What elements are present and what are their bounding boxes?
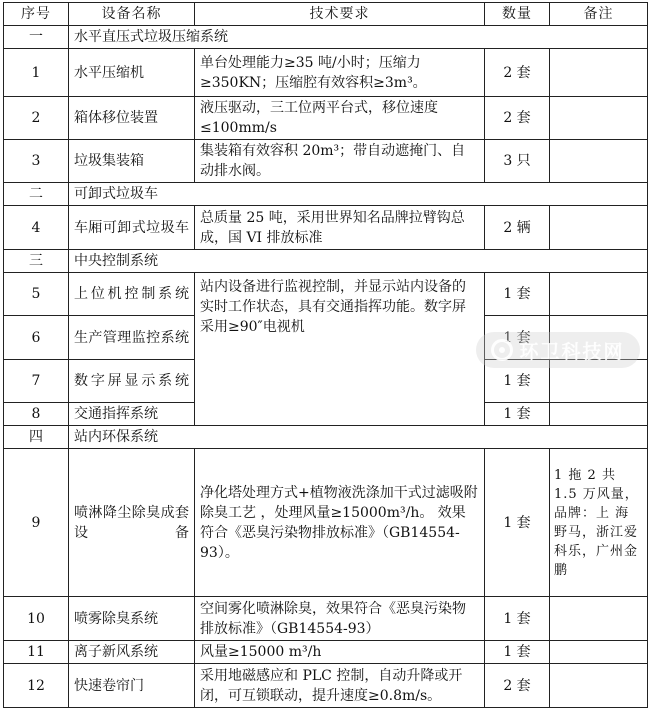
remark	[550, 140, 648, 183]
quantity: 1 套	[485, 449, 550, 597]
remark	[550, 664, 648, 708]
row-number: 1	[4, 49, 69, 97]
table-row	[4, 273, 648, 316]
section-row	[4, 26, 648, 49]
table-row	[4, 449, 648, 597]
header-cell-name: 设备名称	[69, 3, 195, 26]
remark	[550, 597, 648, 641]
quantity: 2 辆	[485, 206, 550, 250]
header-row	[4, 3, 648, 26]
table-row	[4, 641, 648, 664]
remark	[550, 49, 648, 97]
quantity: 1 套	[485, 597, 550, 641]
quantity: 1 套	[485, 403, 550, 426]
remark	[550, 641, 648, 664]
device-name: 喷淋降尘除臭成套设备	[69, 449, 195, 597]
quantity: 1 套	[485, 316, 550, 360]
remark	[550, 206, 648, 250]
device-name: 数字屏显示系统	[69, 360, 195, 403]
tech-spec: 风量≥15000 m³/h	[195, 641, 485, 664]
quantity: 1 套	[485, 360, 550, 403]
tech-spec: 空间雾化喷淋除臭，效果符合《恶臭污染物排放标准》（GB14554-93）	[195, 597, 485, 641]
table-row	[4, 664, 648, 708]
watermark	[476, 332, 640, 368]
device-name: 交通指挥系统	[69, 403, 195, 426]
quantity: 1 套	[485, 273, 550, 316]
quantity: 1 套	[485, 641, 550, 664]
device-name: 生产管理监控系统	[69, 316, 195, 360]
section-row	[4, 426, 648, 449]
row-number: 6	[4, 316, 69, 360]
section-row	[4, 250, 648, 273]
watermark-text: 环卫科技网	[519, 340, 625, 363]
tech-spec: 净化塔处理方式+植物液洗涤加干式过滤吸附除臭工艺 ，处理风量≥15000m³/h。 效果符合《恶臭污染物排放标准》（GB14554-93）。	[195, 449, 485, 597]
quantity: 3 只	[485, 140, 550, 183]
section-number: 二	[4, 183, 69, 206]
quantity: 2 套	[485, 97, 550, 140]
section-title: 中央控制系统	[69, 250, 648, 273]
row-number: 3	[4, 140, 69, 183]
table-row	[4, 97, 648, 140]
header-cell-num: 序号	[4, 3, 69, 26]
device-name: 喷雾除臭系统	[69, 597, 195, 641]
remark	[550, 403, 648, 426]
device-name: 车厢可卸式垃圾车	[69, 206, 195, 250]
table-row	[4, 49, 648, 97]
header-cell-qty: 数量	[485, 3, 550, 26]
logo-circle-icon	[491, 339, 513, 361]
tech-spec-control: 站内设备进行监视控制，并显示站内设备的实时工作状态，具有交通指挥功能。数字屏采用≥90″电视机	[195, 273, 485, 426]
header-cell-note: 备注	[550, 3, 648, 26]
section-title: 水平直压式垃圾压缩系统	[69, 26, 648, 49]
row-number: 4	[4, 206, 69, 250]
tech-spec: 液压驱动，三工位两平台式，移位速度≤100mm/s	[195, 97, 485, 140]
device-name: 箱体移位装置	[69, 97, 195, 140]
section-number: 三	[4, 250, 69, 273]
quantity: 2 套	[485, 49, 550, 97]
section-number: 四	[4, 426, 69, 449]
device-name: 离子新风系统	[69, 641, 195, 664]
section-number: 一	[4, 26, 69, 49]
row-number: 12	[4, 664, 69, 708]
row-number: 5	[4, 273, 69, 316]
section-title: 站内环保系统	[69, 426, 648, 449]
remark	[550, 273, 648, 316]
table-row	[4, 206, 648, 250]
device-name: 垃圾集装箱	[69, 140, 195, 183]
row-number: 2	[4, 97, 69, 140]
row-number: 7	[4, 360, 69, 403]
tech-spec: 单台处理能力≥35 吨/小时；压缩力≥350KN；压缩腔有效容积≥3m³。	[195, 49, 485, 97]
row-number: 8	[4, 403, 69, 426]
row-number: 9	[4, 449, 69, 597]
tech-spec: 采用地磁感应和 PLC 控制，自动升降或开闭，可互锁联动，提升速度≥0.8m/s。	[195, 664, 485, 708]
table-row	[4, 597, 648, 641]
header-cell-spec: 技术要求	[195, 3, 485, 26]
remark: 1 拖 2 共 1.5 万风量，品牌：上 海 野马，浙江爱科乐，广州金鹏	[550, 449, 648, 597]
section-row	[4, 183, 648, 206]
remark	[550, 97, 648, 140]
table-row	[4, 140, 648, 183]
tech-spec: 集装箱有效容积 20m³；带自动遮掩门、自动排水阀。	[195, 140, 485, 183]
quantity: 2 套	[485, 664, 550, 708]
row-number: 11	[4, 641, 69, 664]
device-name: 上位机控制系统	[69, 273, 195, 316]
tech-spec: 总质量 25 吨，采用世界知名品牌拉臂钩总成，国 VI 排放标准	[195, 206, 485, 250]
section-title: 可卸式垃圾车	[69, 183, 648, 206]
row-number: 10	[4, 597, 69, 641]
device-name: 快速卷帘门	[69, 664, 195, 708]
device-name: 水平压缩机	[69, 49, 195, 97]
